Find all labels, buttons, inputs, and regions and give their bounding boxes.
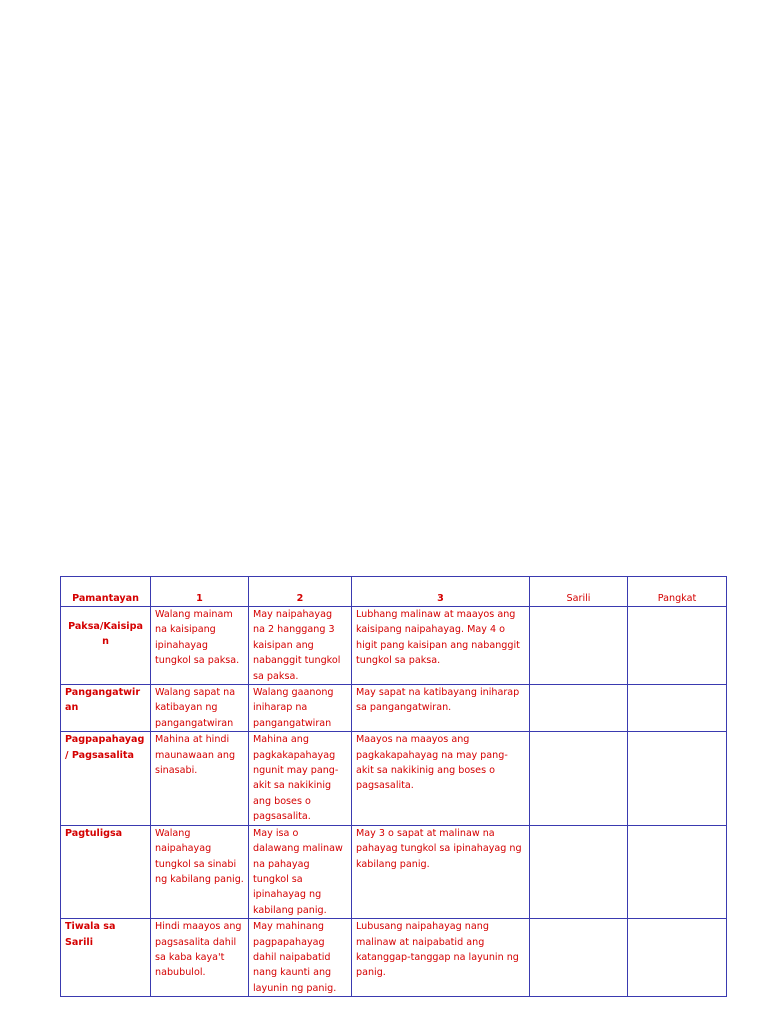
header-sarili: Sarili bbox=[530, 577, 628, 607]
group-score-cell[interactable] bbox=[628, 732, 727, 825]
self-score-cell[interactable] bbox=[530, 825, 628, 918]
header-pangkat: Pangkat bbox=[628, 577, 727, 607]
level-1-cell: Mahina at hindi maunawaan ang sinasabi. bbox=[151, 732, 249, 825]
criterion-cell: Pagtuligsa bbox=[61, 825, 151, 918]
header-level-3: 3 bbox=[352, 577, 530, 607]
criterion-cell: Pagpapahayag/ Pagsasalita bbox=[61, 732, 151, 825]
header-level-1: 1 bbox=[151, 577, 249, 607]
level-3-cell: Lubhang malinaw at maayos ang kaisipang naipahayag. May 4 o higit pang kaisipan ang nabanggit tungkol sa paksa. bbox=[352, 607, 530, 685]
criterion-cell: Paksa/Kaisipan bbox=[61, 607, 151, 685]
group-score-cell[interactable] bbox=[628, 825, 727, 918]
self-score-cell[interactable] bbox=[530, 685, 628, 732]
rubric-table bbox=[60, 576, 727, 997]
table-row bbox=[61, 825, 727, 918]
header-pamantayan: Pamantayan bbox=[61, 577, 151, 607]
group-score-cell[interactable] bbox=[628, 607, 727, 685]
level-3-cell: Maayos na maayos ang pagkakapahayag na may pang-akit sa nakikinig ang boses o pagsasalita. bbox=[352, 732, 530, 825]
criterion-cell: Tiwala sa Sarili bbox=[61, 919, 151, 997]
level-1-cell: Walang sapat na katibayan ng pangangatwiran bbox=[151, 685, 249, 732]
level-3-cell: Lubusang naipahayag nang malinaw at naipabatid ang katanggap-tanggap na layunin ng panig. bbox=[352, 919, 530, 997]
level-2-cell: May mahinang pagpapahayag dahil naipabatid nang kaunti ang layunin ng panig. bbox=[249, 919, 352, 997]
level-3-cell: May sapat na katibayang iniharap sa pangangatwiran. bbox=[352, 685, 530, 732]
level-1-cell: Walang naipahayag tungkol sa sinabi ng kabilang panig. bbox=[151, 825, 249, 918]
table-row bbox=[61, 685, 727, 732]
level-2-cell: Mahina ang pagkakapahayag ngunit may pang-akit sa nakikinig ang boses o pagsasalita. bbox=[249, 732, 352, 825]
group-score-cell[interactable] bbox=[628, 919, 727, 997]
group-score-cell[interactable] bbox=[628, 685, 727, 732]
level-2-cell: Walang gaanong iniharap na pangangatwiran bbox=[249, 685, 352, 732]
criterion-cell: Pangangatwiran bbox=[61, 685, 151, 732]
table-row bbox=[61, 607, 727, 685]
header-level-2: 2 bbox=[249, 577, 352, 607]
level-1-cell: Walang mainam na kaisipang ipinahayag tungkol sa paksa. bbox=[151, 607, 249, 685]
self-score-cell[interactable] bbox=[530, 732, 628, 825]
table-row bbox=[61, 732, 727, 825]
level-3-cell: May 3 o sapat at malinaw na pahayag tungkol sa ipinahayag ng kabilang panig. bbox=[352, 825, 530, 918]
self-score-cell[interactable] bbox=[530, 919, 628, 997]
self-score-cell[interactable] bbox=[530, 607, 628, 685]
level-2-cell: May naipahayag na 2 hanggang 3 kaisipan ang nabanggit tungkol sa paksa. bbox=[249, 607, 352, 685]
level-1-cell: Hindi maayos ang pagsasalita dahil sa kaba kaya't nabubulol. bbox=[151, 919, 249, 997]
table-row bbox=[61, 919, 727, 997]
table-header-row bbox=[61, 577, 727, 607]
level-2-cell: May isa o dalawang malinaw na pahayag tungkol sa ipinahayag ng kabilang panig. bbox=[249, 825, 352, 918]
